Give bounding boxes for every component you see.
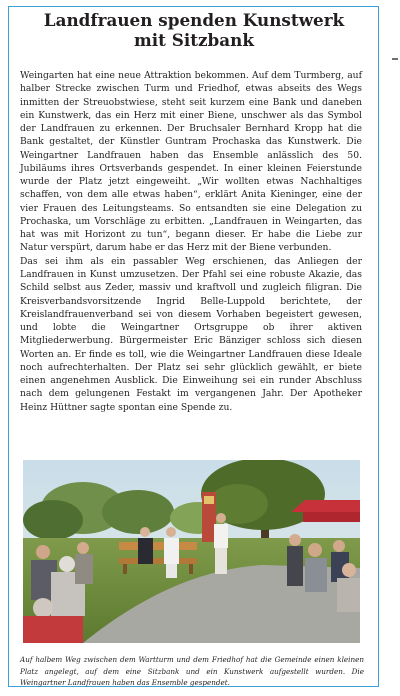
paragraph-2: Das sei ihm als ein passabler Weg erschienen, das Anliegen der Landfrauen in Kunst umzusetzen. Der Pfahl sei eine robuste Akazie, das Schild selbst aus Zeder, massiv und kraftvoll und zugleich filigran. Die Kreisverbandsvorsitzende Ingrid Belle-Luppold berichtete, der Kreislandfrauenverband sei von diesem Vorhaben begeistert gewesen, und lobte die Weingartner Ortsgruppe ob ihrer aktiven Mitgliederwerbung. Bürgermeister Eric Bänziger schloss sich diesen Worten an. Er finde es toll, wie die Weingartner Landfrauen diese Ideale noch aufrechterhalten. Der Platz sei sehr glücklich gewählt, er biete einen angenehmen Ausblick. Die Einweihung sei ein runder Abschluss nach dem gelungenen Festakt im vergangenen Jahr. Der Apotheker Heinz Hüttner sagte spontan eine Spende zu. bbox=[20, 255, 362, 413]
article-body bbox=[20, 69, 362, 414]
photo-illustration bbox=[23, 460, 360, 643]
paragraph-1: Weingarten hat eine neue Attraktion bekommen. Auf dem Turmberg, auf halber Strecke zwischen Turm und Friedhof, etwas abseits des Wegs inmitten der Streuobstwiese, steht seit kurzem eine Bank und daneben ein Kunstwerk, das ein Herz mit einer Biene, unschwer als das Symbol der Landfrauen zu erkennen. Der Bruchsaler Bernhard Kropp hat die Bank gestaltet, der Künstler Guntram Prochaska das Kunstwerk. Die Weingartner Landfrauen haben das Ensemble anlässlich des 50. Jubiläums ihres Ortsverbands gespendet. In einer kleinen Feierstunde wurde der Platz jetzt eingeweiht. „Wir wollten etwas Nachhaltiges schaffen, von dem alle etwas haben“, erklärt Anita Kieninger, eine der vier Frauen des Leitungsteams. So entsandten sie eine Delegation zu Prochaska, um Vorschläge zu erbitten. „Landfrauen in Weingarten, das hat was mit Horizont zu tun“, begann dieser. Er habe die Liebe zur Natur verspürt, darum habe er das Herz mit der Biene verbunden. bbox=[20, 70, 362, 254]
article-title bbox=[16, 10, 372, 50]
title-line-1: Landfrauen spenden Kunstwerk bbox=[43, 10, 345, 30]
title-line-2: mit Sitzbank bbox=[134, 30, 254, 50]
side-dash bbox=[392, 58, 398, 60]
article-photo bbox=[23, 460, 360, 643]
photo-caption: Auf halbem Weg zwischen dem Wartturm und dem Friedhof hat die Gemeinde einen kleinen Platz angelegt, auf dem eine Sitzbank und ein Kunstwerk aufgestellt wurden. Die Weingartner Landfrauen haben das Ensemble gespendet. bbox=[20, 655, 364, 688]
